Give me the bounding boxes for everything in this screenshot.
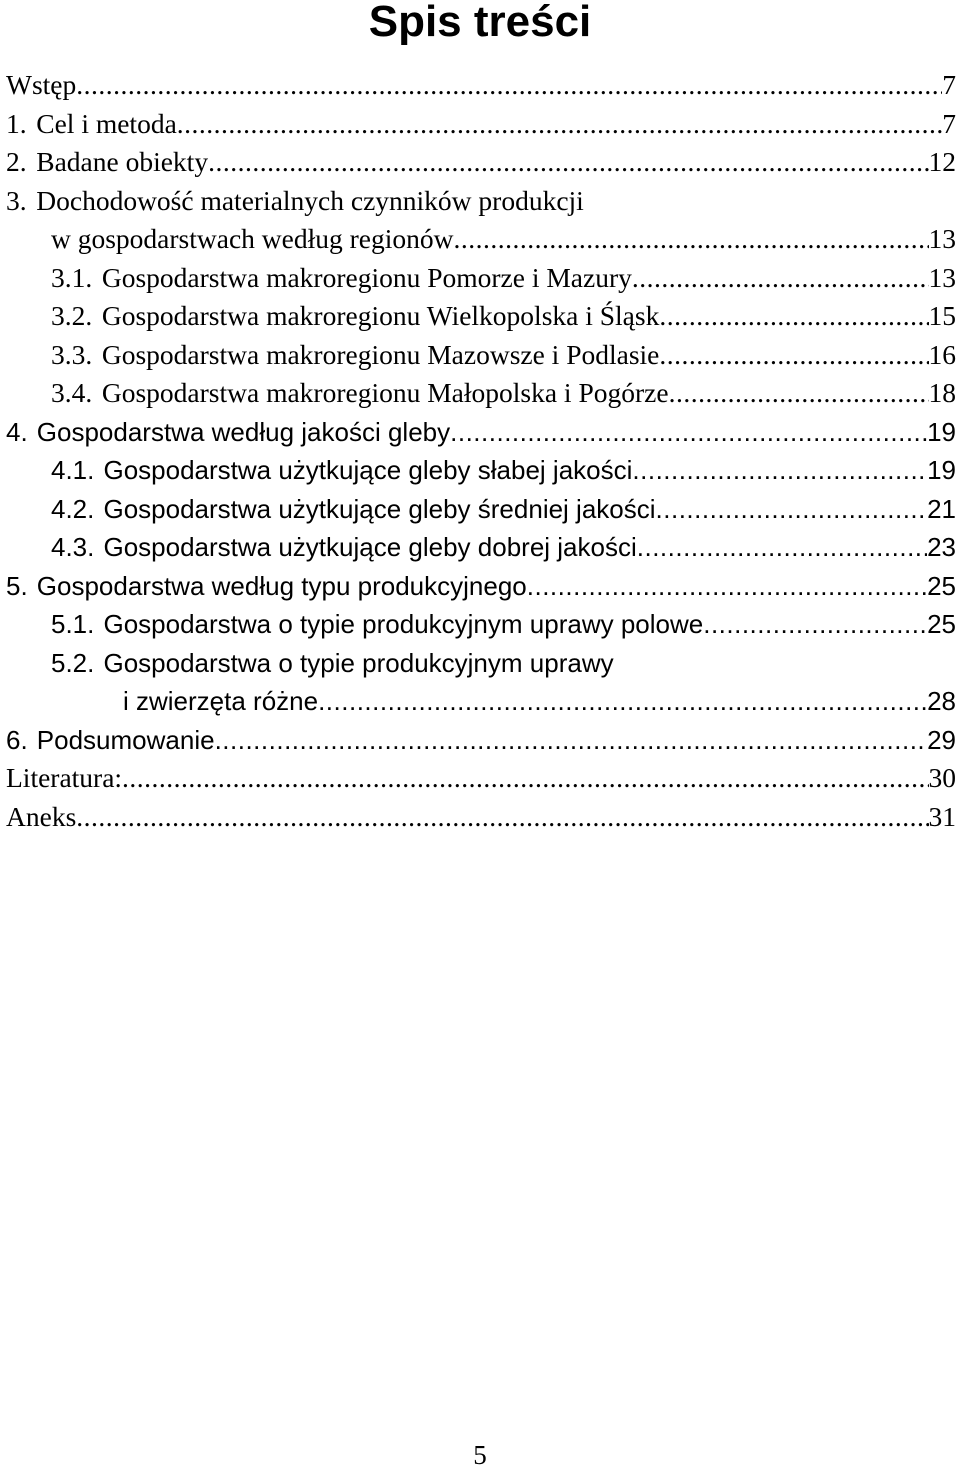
toc-leader-dots (453, 220, 928, 259)
toc-leader-dots (659, 336, 928, 375)
toc-leader-dots (177, 105, 942, 144)
toc-entry-page: 31 (928, 800, 956, 832)
toc-entry-label (51, 259, 632, 298)
toc-leader-dots (122, 759, 928, 798)
toc-entry-5-1[interactable] (6, 605, 956, 644)
toc-leader-dots (637, 528, 927, 567)
toc-entry-3-2[interactable] (6, 297, 956, 336)
toc-entry-number: 5. (6, 570, 28, 601)
toc-entry-label (51, 490, 656, 529)
toc-entry-3-4[interactable] (6, 374, 956, 413)
toc-leader-dots (632, 259, 929, 298)
toc-leader-dots (656, 490, 928, 529)
toc-entry-number: 3.4. (51, 377, 93, 408)
toc-entry-wstep[interactable] (6, 66, 956, 105)
toc-entry-6[interactable] (6, 721, 956, 760)
toc-entry-page: 13 (928, 223, 956, 254)
toc-entry-page: 21 (927, 493, 956, 524)
toc-entry-text: Gospodarstwa makroregionu Mazowsze i Podlasie (101, 338, 660, 370)
toc-entry-aneks[interactable] (6, 798, 956, 837)
toc-entry-label (6, 567, 527, 606)
toc-leader-dots (659, 297, 928, 336)
toc-entry-text: Gospodarstwa użytkujące gleby średniej jakości (103, 493, 656, 524)
toc-entry-label: w gospodarstwach według regionów (51, 223, 454, 254)
toc-entry-page: 19 (927, 416, 956, 447)
toc-entry-number: 3. (6, 184, 27, 216)
toc-entry-page: 23 (927, 532, 956, 562)
toc-entry-number: 1. (6, 107, 27, 139)
toc-entry-number: 2. (6, 146, 27, 177)
toc-entry-page: 12 (928, 146, 956, 177)
toc-entry-label: i zwierzęta różne (123, 686, 319, 716)
toc-leader-dots (527, 567, 927, 606)
toc-leader-dots (318, 682, 927, 721)
toc-entry-label (6, 105, 177, 144)
toc-leader-dots (703, 605, 927, 644)
toc-entry-text: Gospodarstwa makroregionu Małopolska i Pogórze (101, 377, 669, 408)
toc-entry-3[interactable] (6, 182, 956, 221)
toc-entry-label (6, 182, 584, 221)
toc-leader-dots (76, 798, 928, 837)
toc-entry-5[interactable] (6, 567, 956, 606)
toc-entry-3-continued[interactable] (6, 220, 956, 259)
page-number: 5 (473, 1440, 487, 1470)
toc-entry-number: 5.1. (51, 609, 95, 639)
toc-entry-text: Cel i metoda (36, 107, 177, 139)
toc-entry-3-1[interactable] (6, 259, 956, 298)
table-of-contents (6, 66, 956, 836)
toc-entry-text: Gospodarstwa użytkujące gleby słabej jakości (103, 455, 633, 485)
toc-entry-label: Wstęp (6, 69, 77, 100)
toc-entry-page: 29 (927, 724, 956, 755)
toc-leader-dots (76, 66, 942, 105)
toc-entry-label (6, 143, 208, 182)
toc-entry-number: 4.2. (51, 493, 95, 524)
toc-entry-number: 4.1. (51, 455, 95, 485)
toc-entry-number: 3.2. (51, 300, 93, 331)
toc-entry-label (6, 413, 450, 452)
toc-entry-page: 7 (942, 107, 956, 139)
toc-leader-dots (450, 413, 927, 452)
toc-entry-page: 30 (928, 762, 956, 793)
toc-entry-number: 3.1. (51, 261, 93, 293)
toc-entry-page: 28 (927, 686, 956, 716)
toc-entry-page: 7 (942, 69, 956, 100)
toc-entry-page: 18 (928, 377, 956, 408)
toc-entry-text: Gospodarstwa użytkujące gleby dobrej jakości (103, 532, 637, 562)
toc-entry-1[interactable] (6, 105, 956, 144)
toc-entry-text: Dochodowość materialnych czynników produkcji (36, 184, 584, 216)
toc-entry-page: 15 (928, 300, 956, 331)
toc-leader-dots (208, 143, 928, 182)
toc-entry-text: Podsumowanie (36, 724, 215, 755)
toc-entry-label (51, 374, 669, 413)
toc-entry-page: 25 (927, 570, 956, 601)
toc-entry-5-2-continued[interactable] (6, 682, 956, 721)
toc-leader-dots (632, 451, 927, 490)
toc-entry-4-3[interactable] (6, 528, 956, 567)
toc-entry-label (51, 605, 703, 644)
toc-entry-3-3[interactable] (6, 336, 956, 375)
toc-entry-label (6, 721, 215, 760)
toc-entry-label (51, 297, 659, 336)
toc-entry-label (51, 451, 632, 490)
toc-entry-4-2[interactable] (6, 490, 956, 529)
toc-entry-label (51, 528, 637, 567)
toc-entry-text: Gospodarstwa makroregionu Pomorze i Mazury (101, 261, 632, 293)
toc-entry-2[interactable] (6, 143, 956, 182)
toc-entry-literatura[interactable] (6, 759, 956, 798)
toc-entry-page: 25 (927, 609, 956, 639)
toc-entry-label: Literatura: (6, 762, 123, 793)
toc-leader-dots (669, 374, 929, 413)
toc-entry-number: 3.3. (51, 338, 93, 370)
toc-entry-text: Gospodarstwa makroregionu Wielkopolska i Śląsk (101, 300, 660, 331)
toc-entry-label (51, 336, 659, 375)
toc-entry-number: 6. (6, 724, 28, 755)
toc-entry-text: Gospodarstwa według typu produkcyjnego (36, 570, 527, 601)
toc-entry-page: 16 (928, 338, 956, 370)
toc-entry-text: Gospodarstwa według jakości gleby (36, 416, 451, 447)
toc-entry-text: Badane obiekty (36, 146, 209, 177)
toc-entry-number: 5.2. (51, 647, 95, 678)
toc-entry-text: Gospodarstwa o typie produkcyjnym uprawy polowe (103, 609, 704, 639)
toc-entry-text: Gospodarstwa o typie produkcyjnym uprawy (103, 647, 614, 678)
toc-entry-number: 4.3. (51, 532, 95, 562)
toc-leader-dots (215, 721, 928, 760)
toc-entry-4-1[interactable] (6, 451, 956, 490)
toc-entry-number: 4. (6, 416, 28, 447)
toc-entry-5-2[interactable] (6, 644, 956, 683)
toc-entry-label: Aneks (6, 800, 77, 832)
toc-entry-4[interactable] (6, 413, 956, 452)
toc-entry-page: 13 (928, 261, 956, 293)
page-title: Spis treści (368, 0, 592, 46)
toc-entry-page: 19 (927, 455, 956, 485)
toc-entry-label (51, 644, 614, 683)
